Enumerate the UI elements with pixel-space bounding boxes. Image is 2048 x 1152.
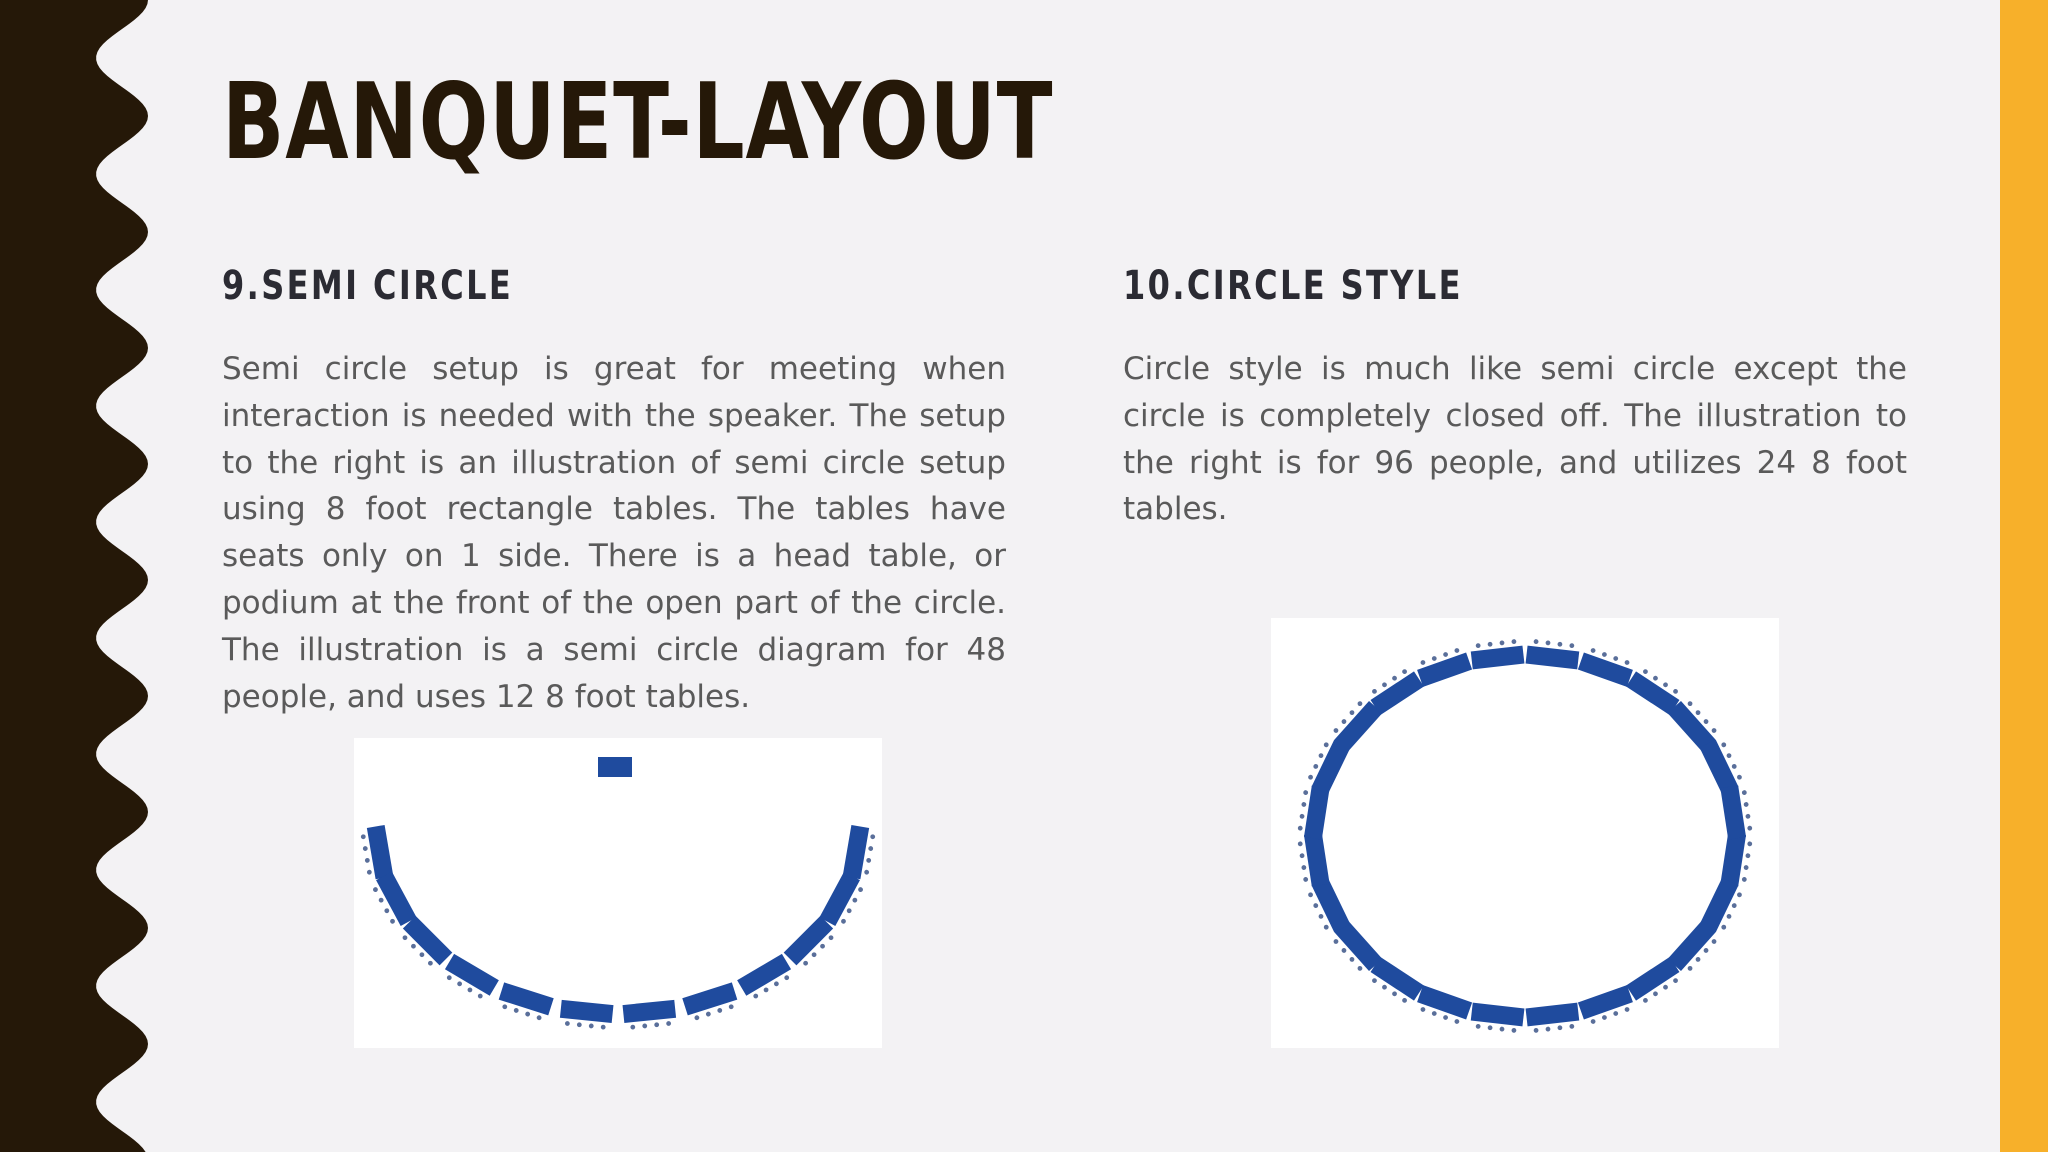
semi-circle-description: Semi circle setup is great for meeting when interaction is needed with the speaker. The setup to the right is an illustration of semi circle setup using 8 foot rectangle tables. The tables have seats only on 1 side. There is a head table, or podium at the front of the open part of the circle. The illustration is a semi circle diagram for 48 people, and uses 12 8 foot tables. — [222, 351, 1006, 715]
circle-table-11 — [1305, 878, 1351, 936]
semi-table-9 — [737, 954, 795, 1002]
semi-table-8 — [682, 982, 739, 1022]
left-wavy-band — [0, 0, 160, 1152]
semi-table-12 — [843, 825, 877, 881]
circle-table-12 — [1297, 832, 1330, 887]
circle-style-diagram — [1271, 618, 1779, 1048]
semi-circle-heading: 9.SEMI CIRCLE — [222, 263, 514, 309]
semi-table-6 — [559, 1000, 613, 1031]
slide-title: BANQUET-LAYOUT — [222, 61, 1054, 183]
semi-table-1 — [360, 825, 394, 881]
circle-style-diagram-svg — [1271, 618, 1779, 1048]
right-accent-band — [2000, 0, 2048, 1152]
semi-circle-diagram — [354, 738, 882, 1048]
circle-style-heading: 10.CIRCLE STYLE — [1123, 263, 1463, 309]
circle-table-5 — [1578, 985, 1635, 1026]
circle-table-20 — [1578, 646, 1635, 687]
semi-table-3 — [398, 916, 453, 971]
semi-table-7 — [623, 1000, 677, 1031]
semi-circle-diagram-svg — [354, 738, 882, 1048]
circle-table-8 — [1415, 985, 1472, 1026]
circle-table-19 — [1526, 638, 1581, 669]
circle-table-23 — [1700, 737, 1746, 795]
head-table — [598, 757, 632, 777]
semi-table-4 — [441, 954, 499, 1002]
circle-table-7 — [1470, 1003, 1525, 1034]
circle-table-17 — [1415, 646, 1472, 687]
circle-table-18 — [1470, 638, 1525, 669]
semi-table-2 — [370, 872, 417, 930]
semi-table-11 — [819, 872, 866, 930]
circle-table-6 — [1526, 1003, 1581, 1034]
circle-style-description: Circle style is much like semi circle except the circle is completely closed off. The illustration to the right is for 96 people, and utilizes 24 8 foot tables. — [1123, 351, 1907, 528]
semi-table-5 — [496, 982, 553, 1022]
circle-table-24 — [1720, 784, 1753, 839]
semi-table-10 — [784, 916, 839, 971]
